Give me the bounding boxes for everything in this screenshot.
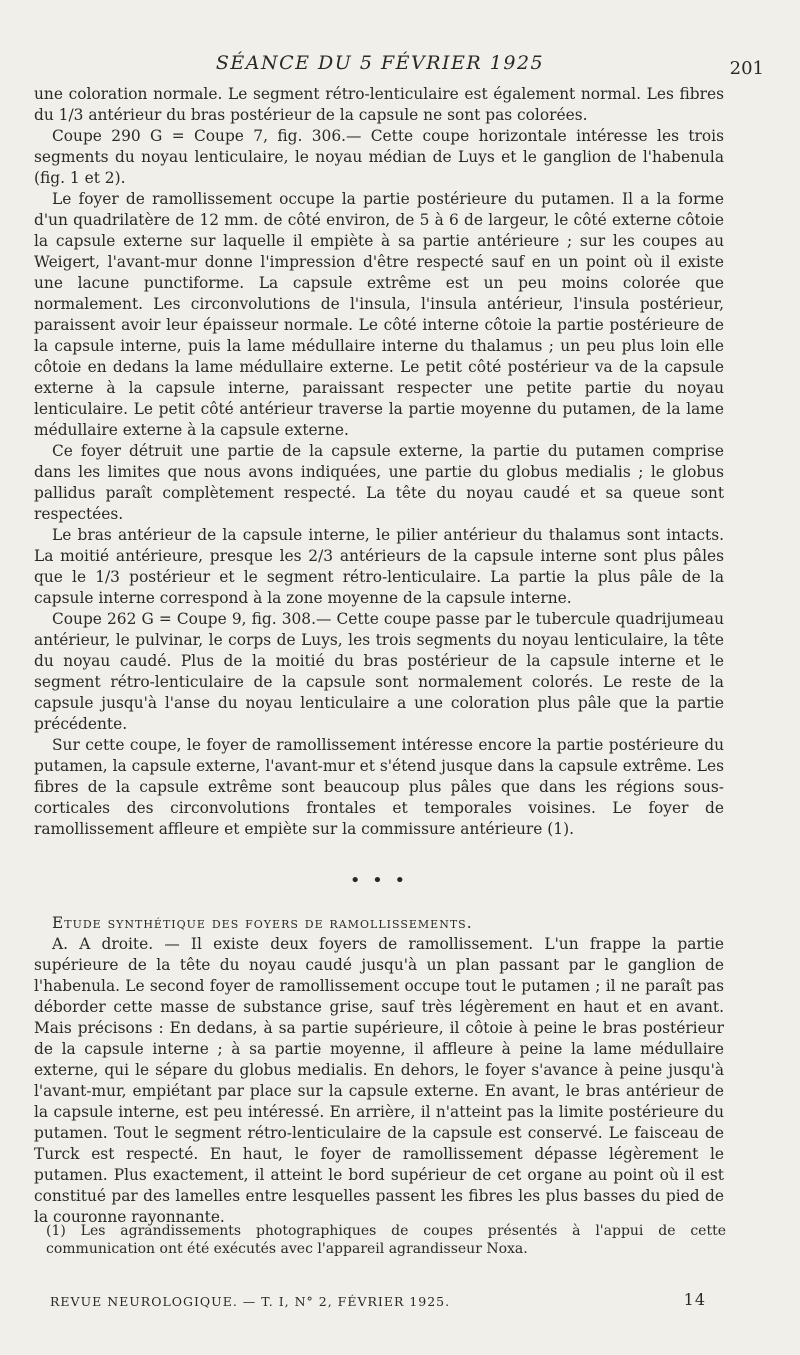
running-title: SÉANCE DU 5 FÉVRIER 1925 [215, 52, 545, 74]
journal-reference: REVUE NEUROLOGIQUE. — T. I, N° 2, FÉVRIER 1925. [50, 1294, 451, 1309]
body-text [34, 84, 724, 1228]
page-header [0, 48, 800, 84]
footnote: (1) Les agrandissements photographiques de coupes présentés à l'appui de cette communication ont été exécutés avec l'appareil agrandisseur Noxa. [46, 1223, 726, 1257]
paragraph: Le foyer de ramollissement occupe la partie postérieure du putamen. Il a la forme d'un quadrilatère de 12 mm. de côté environ, de 5 à 6 de largeur, le côté externe côtoie la capsule externe sur laquelle il empiète à sa partie antérieure ; sur les coupes au Weigert, l'avant-mur donne l'impression d'être respecté sauf en un point où il existe une lacune punctiforme. La capsule extrême est un peu moins colorée que normalement. Les circonvolutions de l'insula, l'insula antérieur, l'insula postérieur, paraissent avoir leur épaisseur normale. Le côté interne côtoie la partie postérieure de la capsule interne, puis la lame médullaire interne du thalamus ; un peu plus loin elle côtoie en dedans la lame médullaire externe. Le petit côté postérieur va de la capsule externe à la capsule interne, paraissant respecter une petite partie du noyau lenticulaire. Le petit côté antérieur traverse la partie moyenne du putamen, de la lame médullaire externe à la capsule externe. [34, 190, 724, 439]
page-number: 201 [729, 58, 764, 79]
page-footer [50, 1290, 740, 1316]
section-ornament: • • • [349, 870, 409, 891]
paragraph: A. A droite. — Il existe deux foyers de ramollissement. L'un frappe la partie supérieure de la tête du noyau caudé jusqu'à un plan passant par le ganglion de l'habenula. Le second foyer de ramollissement occupe tout le putamen ; il ne paraît pas déborder cette masse de substance grise, sauf très légèrement en haut et en avant. Mais précisons : En dedans, à sa partie supérieure, il côtoie à peine le bras postérieur de la capsule interne ; à sa partie moyenne, il affleure à peine la lame médullaire externe, qui le sépare du globus medialis. En dehors, le foyer s'avance à peine jusqu'à l'avant-mur, empiétant par place sur la capsule externe. En avant, le bras antérieur de la capsule interne, est peu intéressé. En arrière, il n'atteint pas la limite postérieure du putamen. Tout le segment rétro-lenticulaire de la capsule est conservé. Le faisceau de Turck est respecté. En haut, le foyer de ramollissement dépasse légèrement le putamen. Plus exactement, il atteint le bord supérieur de cet organe au point où il est constitué par des lamelles entre lesquelles passent les fibres les plus basses du pied de la couronne rayonnante. [34, 935, 724, 1226]
section-heading: Etude synthétique des foyers de ramollissements. [52, 914, 473, 932]
paragraph: Coupe 290 G = Coupe 7, fig. 306.— Cette coupe horizontale intéresse les trois segments du noyau lenticulaire, le noyau médian de Luys et le ganglion de l'habenula (fig. 1 et 2). [34, 127, 724, 187]
paragraph: Le bras antérieur de la capsule interne, le pilier antérieur du thalamus sont intacts. La moitié antérieure, presque les 2/3 antérieurs de la capsule interne sont plus pâles que le 1/3 postérieur et le segment rétro-lenticulaire. La partie la plus pâle de la capsule interne correspond à la zone moyenne de la capsule interne. [34, 526, 724, 607]
paragraph: une coloration normale. Le segment rétro-lenticulaire est également normal. Les fibres du 1/3 antérieur du bras postérieur de la capsule ne sont pas colorées. [34, 85, 724, 124]
paragraph: Ce foyer détruit une partie de la capsule externe, la partie du putamen comprise dans les limites que nous avons indiquées, une partie du globus medialis ; le globus pallidus paraît complètement respecté. La tête du noyau caudé et sa queue sont respectées. [34, 442, 724, 523]
paragraph: Sur cette coupe, le foyer de ramollissement intéresse encore la partie postérieure du putamen, la capsule externe, l'avant-mur et s'étend jusque dans la capsule extrême. Les fibres de la capsule extrême sont beaucoup plus pâles que dans les régions sous-corticales des circonvolutions frontales et temporales voisines. Le foyer de ramollissement affleure et empiète sur la commissure antérieure (1). [34, 736, 724, 838]
paragraph: Coupe 262 G = Coupe 9, fig. 308.— Cette coupe passe par le tubercule quadrijumeau antérieur, le pulvinar, le corps de Luys, les trois segments du noyau lenticulaire, la tête du noyau caudé. Plus de la moitié du bras postérieur de la capsule interne et le segment rétro-lenticulaire de la capsule sont normalement colorés. Le reste de la capsule jusqu'à l'anse du noyau lenticulaire a une coloration plus pâle que la partie précédente. [34, 610, 724, 733]
printer-signature: 14 [683, 1290, 706, 1309]
